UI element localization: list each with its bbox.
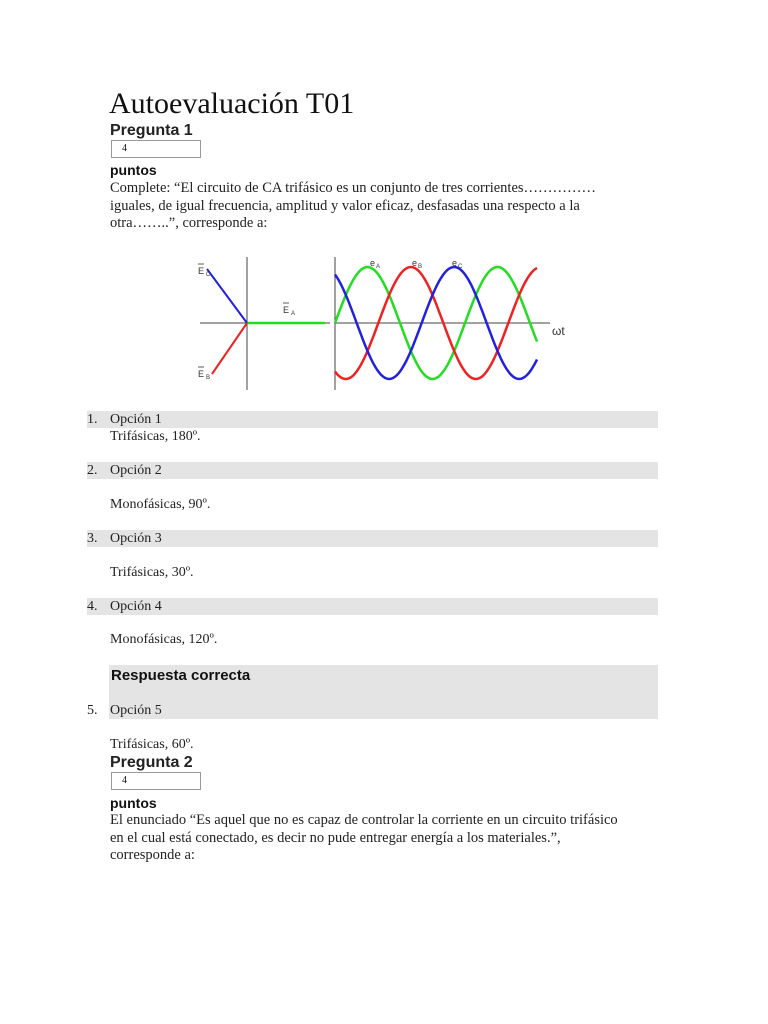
option-bar[interactable] (87, 530, 658, 547)
page-title: Autoevaluación T01 (109, 87, 355, 120)
question-1-points-label: puntos (110, 162, 157, 178)
svg-text:C: C (458, 264, 463, 270)
svg-text:B: B (418, 264, 423, 270)
wave-label-ec: e (452, 258, 458, 268)
option-text: Monofásicas, 90º. (110, 497, 211, 512)
svg-text:B: B (206, 375, 211, 381)
svg-text:A: A (376, 264, 381, 270)
question-1-statement (110, 180, 670, 233)
option-text: Trifásicas, 180º. (110, 429, 201, 444)
statement-line: Complete: “El circuito de CA trifásico es un conjunto de tres corrientes…………… (110, 180, 597, 196)
statement-line: otra……..”, corresponde a: (110, 215, 268, 231)
question-1-points-value: 4 (122, 143, 127, 154)
svg-text:C: C (206, 272, 211, 278)
statement-line: corresponde a: (110, 847, 195, 863)
option-label[interactable]: Opción 1 (110, 412, 162, 427)
wave-label-ea: e (370, 258, 376, 268)
svg-text:A: A (291, 311, 296, 317)
correct-answer-label: Respuesta correcta (111, 667, 251, 684)
option-label[interactable]: Opción 4 (110, 599, 162, 614)
option-text: Monofásicas, 120º. (110, 632, 218, 647)
option-number: 2. (87, 463, 98, 478)
phasor-label-eb: E (198, 369, 205, 379)
phasor-b-line (212, 323, 247, 374)
option-label[interactable]: Opción 5 (110, 703, 162, 718)
statement-line: iguales, de igual frecuencia, amplitud y valor eficaz, desfasadas una respecto a la (110, 197, 580, 214)
phasor-label-ec: E (198, 266, 205, 276)
option-bar[interactable] (87, 411, 658, 428)
phasor-c-line (207, 269, 247, 323)
phasor-label-ea: E (283, 305, 290, 315)
option-bar[interactable] (87, 598, 658, 615)
option-number: 1. (87, 412, 98, 427)
waveform-plot (335, 257, 565, 390)
option-text: Trifásicas, 60º. (110, 737, 194, 752)
option-bar[interactable] (87, 462, 658, 479)
statement-line: El enunciado “Es aquel que no es capaz de controlar la corriente en un circuito trifásico (110, 812, 618, 828)
question-2-points-value: 4 (122, 775, 127, 786)
three-phase-figure (190, 252, 580, 392)
option-label[interactable]: Opción 3 (110, 531, 162, 546)
option-number: 5. (87, 703, 98, 718)
correct-answer-box (109, 665, 658, 719)
question-1-heading: Pregunta 1 (110, 122, 193, 139)
option-number: 3. (87, 531, 98, 546)
phasor-diagram (198, 257, 330, 390)
axis-label-omega-t: ωt (552, 324, 565, 338)
question-1-points-field[interactable] (111, 140, 201, 158)
option-text: Trifásicas, 30º. (110, 565, 194, 580)
wave-label-eb: e (412, 258, 418, 268)
statement-line: en el cual está conectado, es decir no pude entregar energía a los materiales.”, (110, 829, 561, 846)
option-label[interactable]: Opción 2 (110, 463, 162, 478)
question-2-statement (110, 812, 670, 865)
question-2-heading: Pregunta 2 (110, 754, 193, 771)
question-2-points-field[interactable] (111, 772, 201, 790)
question-2-points-label: puntos (110, 795, 157, 811)
option-number: 4. (87, 599, 98, 614)
